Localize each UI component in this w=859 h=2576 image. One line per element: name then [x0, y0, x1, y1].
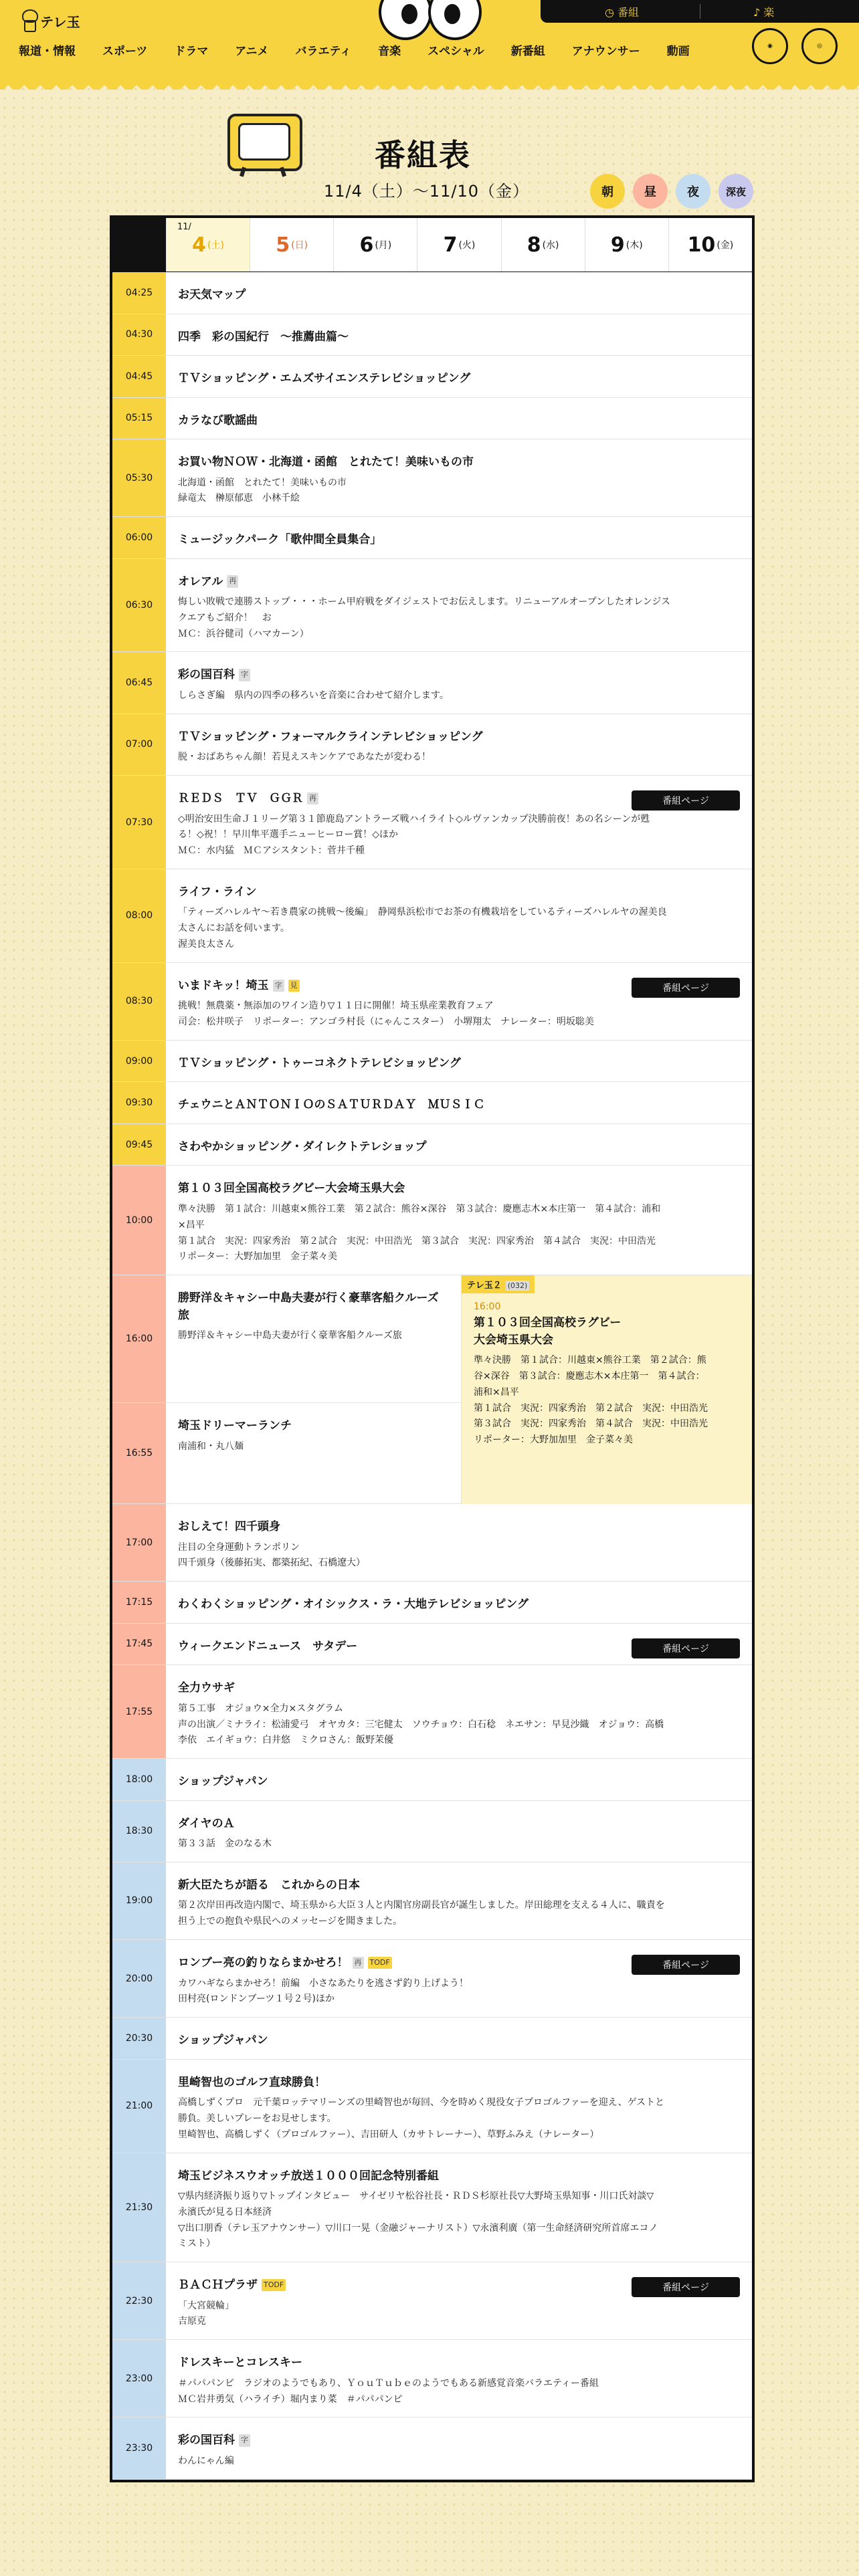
- program-row: [112, 1082, 752, 1124]
- day-tab-date: 8: [527, 233, 541, 257]
- time-band-button[interactable]: 朝: [590, 174, 625, 209]
- day-tab-weekday: (日): [291, 240, 308, 251]
- program-time-label: 07:30: [125, 817, 153, 828]
- program-title: わくわくショッピング・オイシックス・ラ・大地テレビショッピング: [178, 1598, 529, 1612]
- split-left: [112, 1275, 461, 1504]
- program-tag: 見: [288, 980, 300, 992]
- program-time: [112, 559, 166, 652]
- nav-item[interactable]: 報道・情報: [19, 45, 76, 58]
- program-title: オレアル 再: [178, 574, 740, 591]
- time-band-buttons: [590, 174, 753, 209]
- program-title: ドレスキーとコレスキー: [178, 2356, 302, 2370]
- program-time-label: 06:00: [125, 532, 153, 543]
- site-logo[interactable]: [20, 9, 80, 32]
- program-time: [112, 1041, 166, 1082]
- program-title: 第１０３回全国高校ラグビー大会埼玉県大会: [178, 1182, 405, 1196]
- program-time: [112, 2060, 166, 2153]
- nav-item[interactable]: 動画: [666, 45, 690, 58]
- day-tab-weekday: (金): [717, 240, 734, 251]
- program-time: [112, 869, 166, 962]
- program-cell[interactable]: [166, 869, 752, 962]
- tv-mascot-icon: [227, 114, 302, 178]
- program-description: 勝野洋＆キャシー中島夫妻が行く豪華客船クルーズ旅: [178, 1330, 402, 1341]
- program-description: 悔しい敗戦で連勝ストップ・・・ホーム甲府戦をダイジェストでお伝えします。リニューアルオープンしたオレンジス クエアもご紹介！ お ＭＣ：浜谷健司（ハマカーン）: [178, 597, 670, 639]
- day-tab-month: 11/: [177, 222, 191, 232]
- program-time: [112, 2153, 166, 2262]
- program-time-label: 06:45: [125, 677, 153, 689]
- program-tag: 再: [307, 792, 318, 805]
- program-time: [112, 1759, 166, 1800]
- program-tag: TODF: [262, 2279, 286, 2292]
- program-title: ＢＡＣＨプラザ TODF: [178, 2277, 740, 2294]
- program-row: [112, 2060, 752, 2153]
- program-row: [112, 2340, 752, 2418]
- program-row: [112, 1940, 752, 2018]
- program-row: [112, 1275, 461, 1403]
- day-tab-date: 10: [687, 233, 716, 257]
- program-row: [112, 314, 752, 356]
- program-title: おしえて！四千頭身: [178, 1520, 280, 1534]
- program-time: [112, 356, 166, 397]
- program-cell[interactable]: [166, 2153, 752, 2262]
- program-description: ▽県内経済振り返り▽トップインタビュー サイゼリヤ松谷社長・ＲＤＳ杉原社長▽大野埼玉県知事・川口氏対談▽ 永濱氏が見る日本経済 ▽出口朋香（テレ玉アナウンサー）▽川口一晃（金融ジャーナリスト）▽永濱利廣（第一生命経済研究所首席エコノ ミスト）: [178, 2191, 658, 2250]
- program-row: [112, 1624, 752, 1666]
- program-description: 第５工事 オジョウ×全力×スタグラム 声の出演／ミナライ：松浦愛弓 オヤカタ：三宅健太 ソウチョウ：白石稔 ネエサン：早見沙織 オジョウ：高橋 李依 エイギョウ：白井悠 ミクロさん：飯野茉優: [178, 1703, 664, 1746]
- program-cell[interactable]: [166, 1759, 752, 1800]
- program-row: [112, 356, 752, 398]
- program-description: カワハギならまかせろ！前編 小さなあたりを逃さず釣り上げよう！ 田村亮(ロンドンブーツ１号２号)ほか: [178, 1977, 468, 2005]
- program-cell[interactable]: [166, 714, 752, 775]
- program-cell[interactable]: [166, 963, 752, 1040]
- program-title: 新大臣たちが語る これからの日本: [178, 1878, 360, 1892]
- program-cell[interactable]: [166, 2262, 752, 2339]
- program-cell[interactable]: [166, 2060, 752, 2153]
- program-time-label: 21:30: [125, 2202, 153, 2213]
- program-cell[interactable]: [166, 1166, 752, 1275]
- program-time: [112, 1862, 166, 1939]
- day-tab-date: 7: [443, 233, 458, 257]
- program-time: [112, 2262, 166, 2339]
- program-cell[interactable]: [166, 314, 752, 356]
- program-time: [112, 2018, 166, 2059]
- program-title: 彩の国百科 字: [178, 667, 740, 684]
- program-page-button[interactable]: 番組ページ: [632, 2277, 740, 2297]
- program-time: [112, 1940, 166, 2017]
- program-title: 埼玉ビジネスウオッチ放送１０００回記念特別番組: [178, 2169, 439, 2183]
- program-row: [112, 1403, 461, 1504]
- program-time: [112, 652, 166, 713]
- program-time-label: 17:00: [125, 1537, 153, 1548]
- program-time-label: 09:30: [125, 1097, 153, 1109]
- program-row: [112, 714, 752, 776]
- page-title: 番組表: [375, 137, 471, 173]
- day-tabs-corner: [112, 218, 166, 272]
- program-tag: 字: [239, 669, 250, 681]
- program-row: [112, 2018, 752, 2060]
- mascot-menu-icon[interactable]: ◎: [801, 28, 838, 64]
- day-tab[interactable]: [250, 218, 333, 272]
- program-description: しらさぎ編 県内の四季の移ろいを音楽に合わせて紹介します。: [178, 689, 449, 701]
- program-time: [112, 963, 166, 1040]
- program-time-label: 10:00: [125, 1214, 153, 1226]
- subchannel-time: 16:00: [474, 1301, 501, 1313]
- day-tab-weekday: (火): [458, 240, 476, 251]
- day-tab-weekday: (水): [542, 240, 559, 251]
- program-time: [112, 1082, 166, 1123]
- day-tab-weekday: (月): [375, 240, 392, 251]
- program-time: [112, 314, 166, 356]
- program-time: [112, 1403, 166, 1503]
- day-tab-date: 9: [610, 233, 625, 257]
- program-time: [112, 1504, 166, 1581]
- program-description: 「大宮競輪」 吉原克: [178, 2300, 234, 2327]
- nav-item[interactable]: 新番組: [510, 45, 545, 58]
- mascot-button-icon[interactable]: ◉: [752, 28, 788, 64]
- day-tab[interactable]: [417, 218, 500, 272]
- program-time-label: 08:00: [125, 910, 153, 922]
- program-cell[interactable]: [166, 2340, 752, 2417]
- main-nav: [19, 41, 717, 58]
- program-title: ＲＥＤＳ ＴＶ ＧＧＲ 再: [178, 790, 740, 808]
- program-title: ＴＶショッピング・フォーマルクラインテレビショッピング: [178, 730, 483, 744]
- program-time-label: 17:15: [125, 1596, 153, 1608]
- program-page-button[interactable]: 番組ページ: [632, 978, 740, 998]
- program-title: ダイヤのＡ: [178, 1816, 235, 1830]
- program-row: [112, 1665, 752, 1759]
- program-tag: 字: [273, 980, 284, 992]
- program-time-label: 20:30: [125, 2032, 153, 2044]
- day-tab[interactable]: [668, 218, 752, 272]
- program-time-label: 09:45: [125, 1139, 153, 1150]
- program-description: 準々決勝 第１試合：川越東×熊谷工業 第２試合：熊谷×深谷 第３試合：慶應志木×本庄第一 第４試合：浦和 ×昌平 第１試合 実況：四家秀治 第２試合 実況：中田浩光 第３試合 実況：四家秀治 第４試合 実況：中田浩光 リポーター：大野加加里 金子菜々美: [178, 1203, 661, 1263]
- program-description: 注目の全身運動トランポリン 四千頭身（後藤拓実、都築拓紀、石橋遼大）: [178, 1541, 365, 1569]
- program-title: ロンブー亮の釣りならまかせろ！ 再 TODF: [178, 1955, 740, 1972]
- program-title: 勝野洋＆キャシー中島夫妻が行く豪華客船クルーズ旅: [178, 1291, 439, 1322]
- nav-item[interactable]: ドラマ: [174, 45, 209, 58]
- program-time: [112, 398, 166, 439]
- program-title: ＴＶショッピング・トゥーコネクトテレビショッピング: [178, 1056, 461, 1070]
- day-tab-date: 6: [359, 233, 374, 257]
- program-title: 彩の国百科 字: [178, 2432, 740, 2450]
- program-cell[interactable]: [166, 776, 752, 869]
- program-time-label: 17:55: [125, 1706, 153, 1717]
- program-title: ショップジャパン: [178, 1775, 268, 1789]
- program-title: いまドキッ！埼玉 字 見: [178, 978, 740, 995]
- nav-item[interactable]: アナウンサー: [571, 45, 640, 58]
- program-description: 第３３話 金のなる木: [178, 1838, 272, 1850]
- program-time-label: 07:00: [125, 739, 153, 750]
- program-row: [112, 1124, 752, 1166]
- program-time: [112, 1624, 166, 1665]
- program-cell[interactable]: [166, 1862, 752, 1939]
- program-time-label: 05:15: [125, 413, 153, 424]
- program-tag: 字: [239, 2434, 250, 2447]
- topbar-fun-link[interactable]: ♪ 楽: [753, 6, 775, 19]
- day-tab[interactable]: [333, 218, 417, 272]
- program-cell[interactable]: [166, 1082, 752, 1123]
- program-description: ◇明治安田生命Ｊ１リーグ第３１節鹿島アントラーズ戦ハイライト◇ルヴァンカップ決勝前夜！あの名シーンが甦 る！◇祝！！早川隼平選手ニューヒーロー賞！◇ほか ＭＣ：水内猛 ＭＣアシスタント：菅井千種: [178, 813, 650, 857]
- program-time-label: 21:00: [125, 2101, 153, 2112]
- program-description: 挑戦！無農薬・無添加のワイン造り▽１１日に開催！埼玉県産業教育フェア 司会：松井咲子 リポーター：アンゴラ村長（にゃんこスター） 小堺翔太 ナレーター：明坂聡美: [178, 1000, 594, 1028]
- program-cell[interactable]: [166, 1801, 752, 1862]
- program-title: さわやかショッピング・ダイレクトテレショップ: [178, 1140, 427, 1154]
- mascot-eyes-icon: [379, 0, 479, 37]
- program-time-label: 23:00: [125, 2373, 153, 2384]
- program-time: [112, 1801, 166, 1862]
- program-tag: TODF: [368, 1957, 392, 1969]
- subchannel-label: テレ玉２ (032): [462, 1275, 535, 1293]
- program-cell[interactable]: [166, 2418, 752, 2478]
- program-title: カラなび歌謡曲: [178, 413, 258, 427]
- program-title: チェウニとＡＮＴＯＮＩＯのＳＡＴＵＲＤＡＹ ＭＵＳＩＣ: [178, 1098, 485, 1112]
- day-tab-date: 5: [276, 233, 290, 257]
- program-time: [112, 517, 166, 558]
- program-time: [112, 1166, 166, 1275]
- program-cell[interactable]: [166, 1665, 752, 1758]
- time-band-button[interactable]: 昼: [633, 174, 668, 209]
- site-header: [0, 0, 859, 80]
- subchannel-number: (032): [506, 1281, 530, 1291]
- program-row: [112, 776, 752, 869]
- program-cell[interactable]: [166, 439, 752, 516]
- program-title: ウィークエンドニュース サタデー: [178, 1639, 358, 1653]
- program-time-label: 04:45: [125, 370, 153, 382]
- topbar-program-label: 番組: [617, 6, 640, 19]
- program-cell[interactable]: [166, 1624, 752, 1665]
- nav-item[interactable]: アニメ: [235, 45, 269, 58]
- program-schedule: [110, 215, 755, 2482]
- program-row: [112, 1166, 752, 1275]
- program-cell[interactable]: [166, 517, 752, 558]
- program-time-label: 18:00: [125, 1774, 153, 1785]
- program-page-button[interactable]: 番組ページ: [632, 1955, 740, 1975]
- day-tab[interactable]: [585, 218, 668, 272]
- program-time-label: 22:30: [125, 2295, 153, 2306]
- day-tab[interactable]: [501, 218, 585, 272]
- topbar-program-link[interactable]: ◷ 番組: [605, 6, 640, 19]
- program-row: [112, 398, 752, 440]
- program-title: ショップジャパン: [178, 2034, 268, 2048]
- program-cell[interactable]: [166, 1275, 461, 1402]
- program-cell[interactable]: [166, 1041, 752, 1082]
- logo-text: テレ玉: [40, 13, 80, 30]
- program-cell[interactable]: [166, 1582, 752, 1623]
- program-cell[interactable]: [166, 652, 752, 713]
- program-time-label: 09:00: [125, 1055, 153, 1067]
- program-time: [112, 1124, 166, 1166]
- program-row: [112, 1504, 752, 1582]
- program-cell[interactable]: [166, 398, 752, 439]
- nav-item[interactable]: バラエティ: [295, 45, 352, 58]
- program-time: [112, 272, 166, 314]
- program-page-button[interactable]: 番組ページ: [632, 790, 740, 811]
- program-row: [112, 439, 752, 517]
- program-row: [112, 1582, 752, 1624]
- program-row: [112, 517, 752, 559]
- program-row: [112, 963, 752, 1041]
- program-time: [112, 2340, 166, 2417]
- program-cell[interactable]: [166, 1940, 752, 2017]
- program-cell[interactable]: [166, 1124, 752, 1166]
- time-band-button[interactable]: 夜: [676, 174, 710, 209]
- split-section: [112, 1275, 752, 1504]
- subchannel-title: 第１０３回全国高校ラグビー 大会埼玉県大会: [474, 1316, 622, 1347]
- program-time-label: 08:30: [125, 996, 153, 1007]
- day-tab-weekday: (木): [626, 240, 643, 251]
- program-title: 里崎智也のゴルフ直球勝負！: [178, 2075, 326, 2089]
- logo-mascot-icon: [20, 9, 37, 32]
- program-description: 高橋しずくプロ 元千葉ロッテマリーンズの里崎智也が毎回、今を時めく現役女子プロゴルファーを迎え、ゲストと 勝負。美しいプレーをお見せします。 里崎智也、高橋しずく（プロゴルファー）、吉田研人（カサトレーナー）、草野ふみえ（ナレーター）: [178, 2097, 665, 2140]
- program-description: 第２次岸田再改造内閣で、埼玉県から大臣３人と内閣官房副長官が誕生しました。岸田総理を支える４人に、職責を 担う上での抱負や県民へのメッセージを聞きました。: [178, 1900, 665, 1927]
- program-time: [112, 1582, 166, 1623]
- program-title: ＴＶショッピング・エムズサイエンステレビショッピング: [178, 372, 471, 385]
- program-row: [112, 1801, 752, 1862]
- program-cell[interactable]: [166, 1403, 461, 1503]
- topbar-fun-label: 楽: [763, 6, 775, 19]
- program-tag: 再: [227, 575, 238, 588]
- program-title: お天気マップ: [178, 288, 246, 302]
- program-time-label: 16:00: [125, 1333, 153, 1345]
- program-page-button[interactable]: 番組ページ: [632, 1638, 740, 1658]
- program-cell[interactable]: [166, 356, 752, 397]
- program-description: ＃パパパンピ ラジオのようでもあり、ＹｏｕＴｕｂｅのようでもある新感覚音楽バラエティー番組 ＭＣ岩井勇気（ハライチ）堀内まり菜 ＃パパパンピ: [178, 2377, 599, 2405]
- program-row: [112, 2418, 752, 2479]
- top-utility-bar: [541, 0, 859, 23]
- program-cell[interactable]: [166, 272, 752, 314]
- program-time-label: 04:30: [125, 329, 153, 340]
- program-time: [112, 1275, 166, 1402]
- program-description: 北海道・函館 とれたて！美味いもの市 緑竜太 榊原郁恵 小林千絵: [178, 477, 347, 504]
- program-time: [112, 776, 166, 869]
- nav-item[interactable]: 音楽: [378, 45, 401, 58]
- program-title: 全力ウサギ: [178, 1681, 235, 1695]
- program-cell[interactable]: [166, 2018, 752, 2059]
- program-title: お買い物ＮＯＷ・北海道・函館 とれたて！美味いもの市: [178, 455, 474, 469]
- day-tabs: [112, 218, 752, 272]
- program-list: [112, 272, 752, 2480]
- program-time: [112, 714, 166, 775]
- program-description: わんにゃん編: [178, 2455, 234, 2466]
- time-band-button[interactable]: 深夜: [719, 174, 753, 209]
- program-time-label: 06:30: [125, 600, 153, 611]
- program-row: [112, 272, 752, 314]
- subchannel-description: 準々決勝 第１試合：川越東×熊谷工業 第２試合：熊 谷×深谷 第３試合：慶應志木×本庄第一 第４試合： 浦和×昌平 第１試合 実況：四家秀治 第２試合 実況：中田浩光 第３試合 実況：四家秀治 第４試合 実況：中田浩光 リポーター：大野加加里 金子菜々美: [474, 1355, 708, 1446]
- program-row: [112, 559, 752, 653]
- program-row: [112, 2262, 752, 2340]
- program-description: 脱・おばあちゃん顔！若見えスキンケアであなたが変わる！: [178, 752, 431, 763]
- program-time-label: 17:45: [125, 1638, 153, 1650]
- program-time-label: 23:30: [125, 2443, 153, 2454]
- program-row: [112, 652, 752, 714]
- program-time-label: 18:30: [125, 1826, 153, 1837]
- program-title: 埼玉ドリーマーランチ: [178, 1419, 292, 1433]
- program-time-label: 16:55: [125, 1448, 153, 1459]
- day-tab-date: 4: [192, 233, 207, 257]
- program-row: [112, 1862, 752, 1940]
- program-row: [112, 1759, 752, 1801]
- program-time-label: 20:00: [125, 1973, 153, 1984]
- date-range: 11/4（土）〜11/10（金）: [324, 182, 530, 201]
- program-row: [112, 2153, 752, 2263]
- program-description: 「ティーズハレルヤ〜若き農家の挑戦〜後編」 静岡県浜松市でお茶の有機栽培をしているティーズハレルヤの渥美良 太さんにお話を伺います。 渥美良太さん: [178, 907, 667, 950]
- nav-item[interactable]: スペシャル: [427, 45, 484, 58]
- program-time-label: 19:00: [125, 1895, 153, 1907]
- program-title: ミュージックパーク「歌仲間全員集合」: [178, 533, 382, 547]
- program-time-label: 04:25: [125, 287, 153, 298]
- program-time: [112, 2418, 166, 2478]
- program-description: 南浦和・丸八麺: [178, 1440, 244, 1452]
- program-cell[interactable]: [166, 1504, 752, 1581]
- nav-item[interactable]: スポーツ: [102, 45, 148, 58]
- program-tag: 再: [353, 1957, 364, 1969]
- subchannel-program[interactable]: [461, 1275, 752, 1504]
- program-title: ライフ・ライン: [178, 885, 257, 899]
- program-row: [112, 869, 752, 963]
- day-tab-weekday: (土): [207, 240, 224, 251]
- program-row: [112, 1041, 752, 1083]
- program-time: [112, 439, 166, 516]
- day-tab[interactable]: [166, 218, 250, 272]
- program-time-label: 05:30: [125, 472, 153, 484]
- program-cell[interactable]: [166, 559, 752, 652]
- program-time: [112, 1665, 166, 1758]
- program-title: 四季 彩の国紀行 〜推薦曲篇〜: [178, 330, 349, 344]
